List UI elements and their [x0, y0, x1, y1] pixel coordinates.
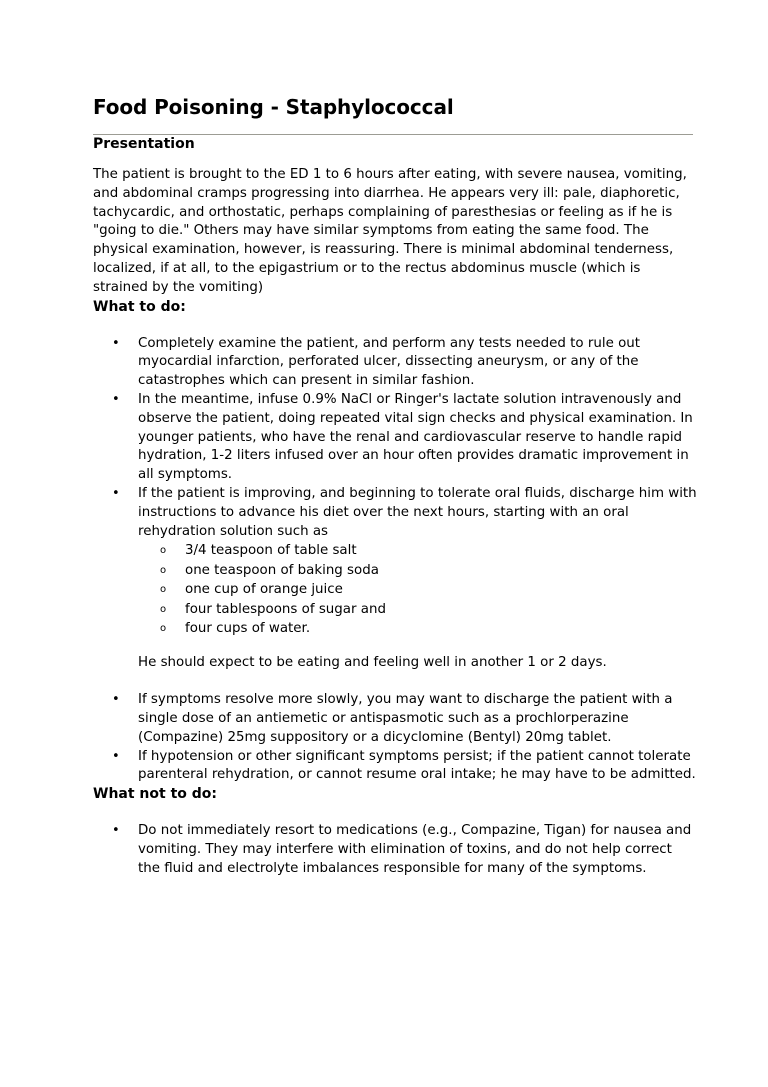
list-item: [93, 748, 698, 786]
list-item-text: If hypotension or other significant symptoms persist; if the patient cannot tolerate parenteral rehydration, or cannot resume oral intake; he may have to be admitted.: [138, 748, 696, 783]
list-item: [93, 335, 698, 391]
circle-bullet-icon: o: [160, 622, 167, 634]
what-not-to-do-list: [93, 822, 696, 878]
recipe-item: [138, 561, 698, 580]
recovery-expectation: He should expect to be eating and feeling well in another 1 or 2 days.: [138, 655, 607, 671]
presentation-paragraph: The patient is brought to the ED 1 to 6 hours after eating, with severe nausea, vomiting, and abdominal cramps progressing into diarrhea. He appears very ill: pale, diaphoretic, tachycardic, and orthostatic, perhaps complaining of paresthesias or feeling as if he is "going to die." Others may have similar symptoms from eating the same food. The physical examination, however, is reassuring. There is minimal abdominal tenderness, localized, if at all, to the epigastrium or to the rectus abdominus muscle (which is strained by the vomiting): [93, 167, 687, 295]
recipe-item: [138, 580, 698, 599]
list-item: [93, 391, 698, 485]
rehydration-recipe-list: [138, 541, 698, 638]
list-item-text: Do not immediately resort to medications (e.g., Compazine, Tigan) for nausea and vomiting. They may interfere with elimination of toxins, and do not help correct the fluid and electrolyte imbalances responsible for many of the symptoms.: [138, 823, 692, 876]
bullet-icon: •: [112, 692, 120, 708]
recipe-item-text: one cup of orange juice: [185, 582, 343, 598]
bullet-icon: •: [112, 391, 120, 407]
recipe-item-text: one teaspoon of baking soda: [185, 562, 379, 578]
recipe-item-text: 3/4 teaspoon of table salt: [185, 543, 357, 559]
what-not-to-do-heading: What not to do:: [93, 786, 217, 803]
list-item: [93, 691, 698, 747]
recipe-item: [138, 600, 698, 619]
what-to-do-heading: What to do:: [93, 298, 186, 315]
circle-bullet-icon: o: [160, 584, 167, 596]
circle-bullet-icon: o: [160, 603, 167, 615]
page-title: Food Poisoning - Staphylococcal: [93, 95, 454, 119]
list-item-text: Completely examine the patient, and perform any tests needed to rule out myocardial infarction, perforated ulcer, dissecting aneurysm, or any of the catastrophes which can present in similar fashion.: [138, 335, 640, 389]
circle-bullet-icon: o: [160, 545, 167, 557]
bullet-icon: •: [112, 335, 120, 351]
list-item: [93, 485, 698, 673]
recipe-item-text: four tablespoons of sugar and: [185, 601, 386, 617]
recipe-item: [138, 541, 698, 560]
bullet-icon: •: [112, 485, 120, 501]
circle-bullet-icon: o: [160, 564, 167, 576]
list-item-text: If symptoms resolve more slowly, you may want to discharge the patient with a single dose of an antiemetic or antispasmotic such as a prochlorperazine (Compazine) 25mg suppository or a dicyclomine (Bentyl) 20mg tablet.: [138, 692, 673, 745]
list-item: [93, 822, 698, 878]
recipe-item: [138, 619, 698, 638]
bullet-icon: •: [112, 823, 120, 839]
recipe-item-text: four cups of water.: [185, 620, 311, 636]
bullet-icon: •: [112, 748, 120, 764]
list-item-text: In the meantime, infuse 0.9% NaCl or Ringer's lactate solution intravenously and observe the patient, doing repeated vital sign checks and physical examination. In younger patients, who have the renal and cardiovascular reserve to handle rapid hydration, 1-2 liters infused over an hour often provides dramatic improvement in all symptoms.: [138, 391, 693, 483]
list-item-text: If the patient is improving, and beginning to tolerate oral fluids, discharge him with instructions to advance his diet over the next hours, starting with an oral rehydration solution such as: [138, 485, 697, 539]
presentation-heading: Presentation: [93, 136, 195, 152]
what-to-do-list: [93, 335, 696, 786]
